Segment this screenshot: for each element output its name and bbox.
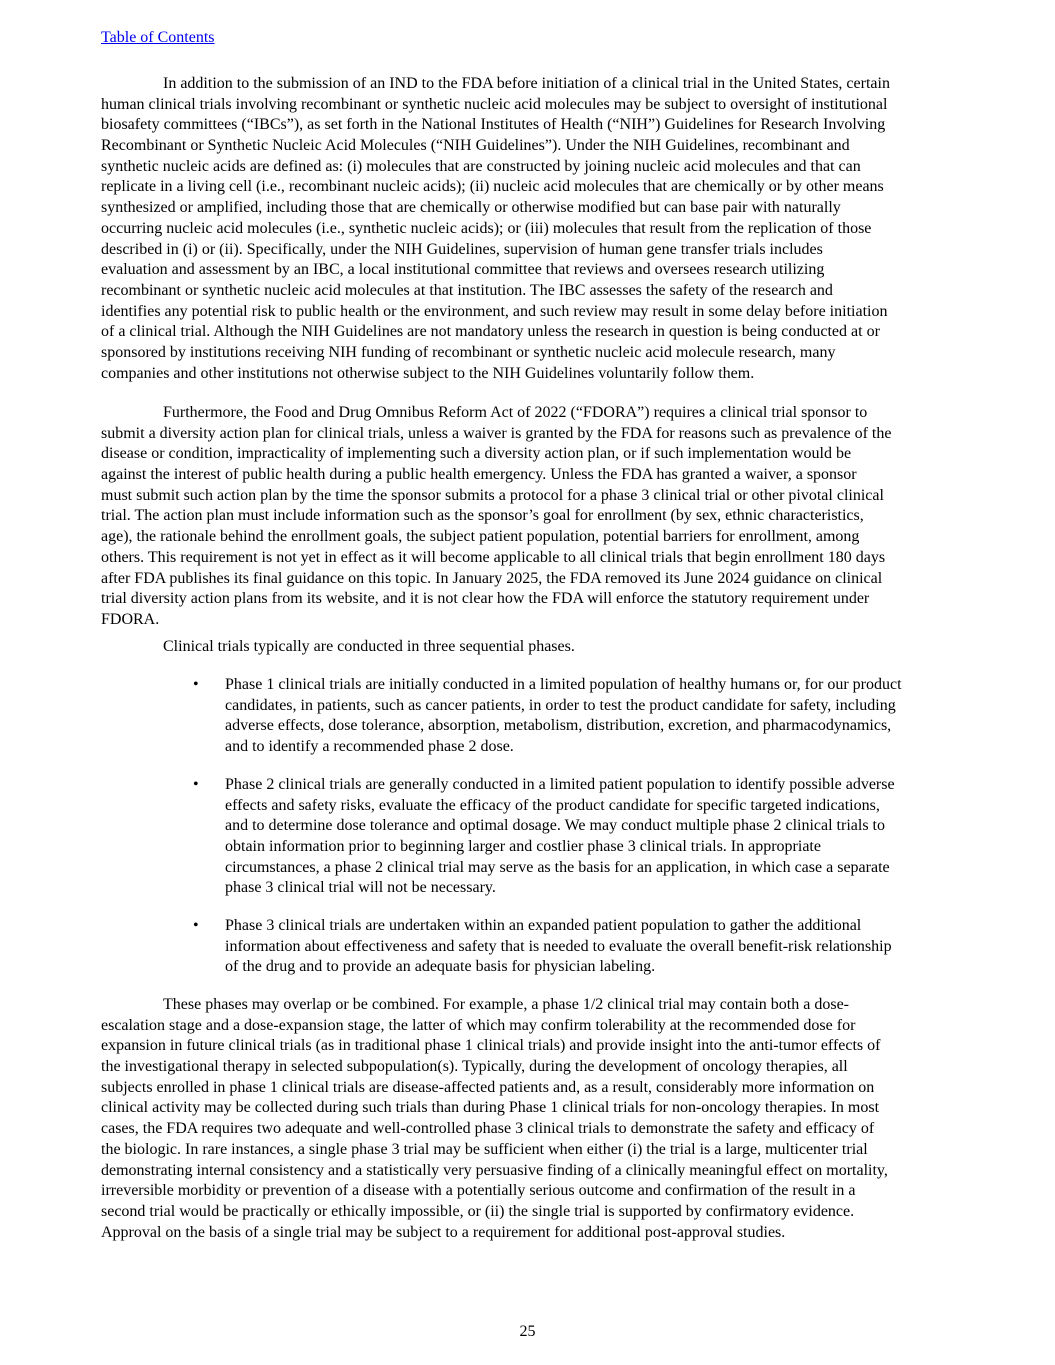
bullet-icon: •	[193, 917, 199, 934]
text-line: human clinical trials involving recombinant or synthetic nucleic acid molecules may be subject to oversight of institutional	[101, 95, 888, 113]
text-line: circumstances, a phase 2 clinical trial may serve as the basis for an application, in which case a separate	[225, 858, 890, 876]
text-line: Furthermore, the Food and Drug Omnibus Reform Act of 2022 (“FDORA”) requires a clinical trial sponsor to	[163, 404, 868, 421]
text-line: candidates, in patients, such as cancer patients, in order to test the product candidate for safety, including	[225, 696, 896, 714]
text-line: phase 3 clinical trial will not be necessary.	[225, 879, 496, 897]
text-line: identifies any potential risk to public health or the environment, and such review may result in some delay before initiation	[101, 302, 888, 320]
text-line: others. This requirement is not yet in effect as it will become applicable to all clinical trials that begin enrollment 180 days	[101, 548, 886, 566]
text-line: of the drug and to provide an adequate basis for physician labeling.	[225, 958, 656, 976]
text-line: information about effectiveness and safety that is needed to evaluate the overall benefit-risk relationship	[225, 937, 892, 955]
bullet-text	[225, 675, 902, 758]
text-line: and to determine dose tolerance and optimal dosage. We may conduct multiple phase 2 clinical trials to	[225, 817, 885, 835]
text-line: Phase 1 clinical trials are initially conducted in a limited population of healthy humans or, for our product	[225, 676, 902, 693]
bullet-text	[225, 775, 895, 899]
paragraph-ibc-oversight	[101, 74, 961, 384]
text-line: replicate in a living cell (i.e., recombinant nucleic acids); (ii) nucleic acid molecules that are chemically or by other means	[101, 178, 884, 196]
text-line: These phases may overlap or be combined. For example, a phase 1/2 clinical trial may contain both a dose-	[163, 996, 849, 1013]
text-line: second trial would be practically or ethically impossible, or (ii) the single trial is supported by confirmatory evidence.	[101, 1202, 855, 1220]
text-line: described in (i) or (ii). Specifically, under the NIH Guidelines, supervision of human gene transfer trials includes	[101, 240, 823, 258]
text-line: Approval on the basis of a single trial may be subject to a requirement for additional post-approval studies.	[101, 1223, 786, 1241]
text-line: age), the rationale behind the enrollment goals, the subject patient population, potential barriers for enrollment, among	[101, 528, 860, 546]
text-line: subjects enrolled in phase 1 clinical trials are disease-affected patients and, as a result, considerably more information on	[101, 1078, 875, 1096]
text-line: must submit such action plan by the time the sponsor submits a protocol for a phase 3 clinical trial or other pivotal clinical	[101, 486, 884, 504]
text-line: clinical activity may be collected during such trials than during Phase 1 clinical trials for non-oncology therapies. In most	[101, 1099, 880, 1117]
text-line: Phase 3 clinical trials are undertaken within an expanded patient population to gather the additional	[225, 917, 862, 934]
text-line: trial. The action plan must include information such as the sponsor’s goal for enrollment (by sex, ethnic characteristics,	[101, 507, 864, 525]
page-number: 25	[519, 1323, 536, 1340]
text-line: the biologic. In rare instances, a single phase 3 trial may be sufficient when either (i) the trial is a large, multicenter trial	[101, 1140, 868, 1158]
text-line: Clinical trials typically are conducted in three sequential phases.	[163, 638, 575, 655]
text-line: against the interest of public health during a public health emergency. Unless the FDA has granted a waiver, a sponsor	[101, 466, 857, 484]
text-line: companies and other institutions not otherwise subject to the NIH Guidelines voluntarily follow them.	[101, 364, 755, 382]
bullet-text	[225, 916, 892, 978]
text-line: escalation stage and a dose-expansion stage, the latter of which may confirm tolerability at the recommended dose for	[101, 1016, 856, 1034]
text-line: Phase 2 clinical trials are generally conducted in a limited patient population to identify possible adverse	[225, 776, 895, 793]
text-line: recombinant or synthetic nucleic acid molecules at that institution. The IBC assesses the safety of the research and	[101, 281, 833, 299]
text-line: biosafety committees (“IBCs”), as set forth in the National Institutes of Health (“NIH”) Guidelines for Research Involving	[101, 116, 886, 134]
text-line: sponsored by institutions receiving NIH funding of recombinant or synthetic nucleic acid molecule research, many	[101, 343, 836, 361]
text-line: occurring nucleic acid molecules (i.e., synthetic nucleic acids); or (iii) molecules that result from the replication of those	[101, 219, 872, 237]
text-line: FDORA.	[101, 610, 160, 628]
text-line: evaluation and assessment by an IBC, a local institutional committee that reviews and oversees research utilizing	[101, 261, 825, 279]
text-line: expansion in future clinical trials (as in traditional phase 1 clinical trials) and provide insight into the anti-tumor effects of	[101, 1037, 881, 1055]
paragraph-phase-overlap	[101, 995, 961, 1243]
bullet-icon: •	[193, 676, 199, 693]
text-line: demonstrating internal consistency and a statistically very persuasive finding of a clinically meaningful effect on mortality,	[101, 1161, 888, 1179]
text-line: effects and safety risks, evaluate the efficacy of the product candidate for specific targeted indications,	[225, 796, 880, 814]
paragraph-fdora-diversity	[101, 403, 961, 631]
text-line: synthetic nucleic acids are defined as: (i) molecules that are constructed by joining nucleic acid molecules and that can	[101, 157, 861, 175]
text-line: adverse effects, dose tolerance, absorption, metabolism, distribution, excretion, and pharmacodynamics,	[225, 717, 892, 735]
text-line: synthesized or amplified, including those that are chemically or otherwise modified but can base pair with naturally	[101, 199, 841, 217]
text-line: after FDA publishes its final guidance on this topic. In January 2025, the FDA removed its June 2024 guidance on clinical	[101, 569, 883, 587]
text-line: obtain information prior to beginning larger and costlier phase 3 clinical trials. In appropriate	[225, 838, 821, 856]
text-line: Recombinant or Synthetic Nucleic Acid Molecules (“NIH Guidelines”). Under the NIH Guidelines, recombinant and	[101, 137, 850, 155]
paragraph-trial-phases-intro	[101, 637, 961, 658]
text-line: disease or condition, impracticality of implementing such a diversity action plan, or if such implementation would be	[101, 445, 852, 463]
text-line: cases, the FDA requires two adequate and well-controlled phase 3 clinical trials to demonstrate the safety and efficacy of	[101, 1120, 875, 1138]
text-line: the investigational therapy in selected subpopulation(s). Typically, during the development of oncology therapies, all	[101, 1058, 848, 1076]
text-line: In addition to the submission of an IND to the FDA before initiation of a clinical trial in the United States, certain	[163, 75, 890, 92]
text-line: submit a diversity action plan for clinical trials, unless a waiver is granted by the FDA for reasons such as prevalence of the	[101, 424, 892, 442]
text-line: irreversible morbidity or prevention of a disease with a potentially serious outcome and confirmation of the result in a	[101, 1182, 856, 1200]
bullet-icon: •	[193, 776, 199, 793]
text-line: and to identify a recommended phase 2 dose.	[225, 738, 514, 756]
table-of-contents-link[interactable]: Table of Contents	[101, 29, 215, 46]
text-line: of a clinical trial. Although the NIH Guidelines are not mandatory unless the research in question is being conducted at or	[101, 323, 880, 341]
text-line: trial diversity action plans from its website, and it is not clear how the FDA will enforce the statutory requirement under	[101, 590, 870, 608]
